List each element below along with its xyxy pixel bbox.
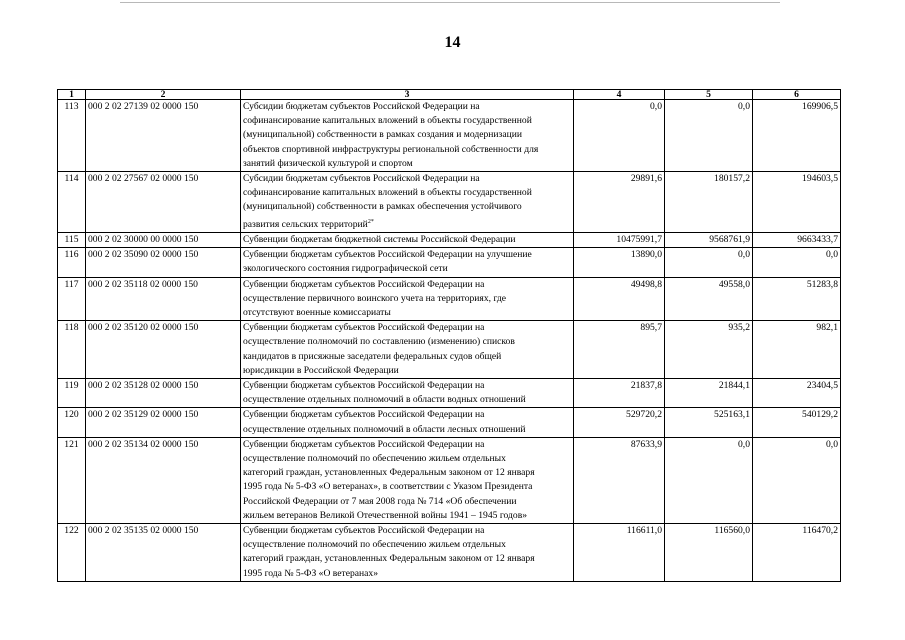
row-description [241,248,574,277]
column-header-2: 2 [86,90,241,100]
top-scan-edge [120,2,780,3]
table-row [58,233,841,248]
table-row [58,248,841,277]
description-line: жильем ветеранов Великой Отечественной войны 1941 – 1945 годов» [243,509,528,521]
row-description [241,233,574,248]
value-col-5: 9568761,9 [665,233,753,248]
row-number: 116 [58,248,86,277]
column-header-3: 3 [241,90,574,100]
table-row [58,408,841,437]
description-line: (муниципальной) собственности в рамках обеспечения устойчивого [243,201,522,213]
row-description [241,408,574,437]
value-col-6: 982,1 [753,321,841,379]
description-line: категорий граждан, установленных Федеральным законом от 12 января [243,467,535,479]
column-header-1: 1 [58,90,86,100]
description-line: осуществление отдельных полномочий в области водных отношений [243,394,526,406]
table-row [58,100,841,172]
value-col-5: 180157,2 [665,172,753,233]
description-line: Субсидии бюджетам субъектов Российской Федерации на [243,173,480,185]
value-col-6: 23404,5 [753,379,841,408]
value-col-5: 21844,1 [665,379,753,408]
table-row [58,321,841,379]
description-line: юрисдикции в Российской Федерации [243,364,399,376]
budget-code: 000 2 02 35134 02 0000 150 [86,437,241,523]
value-col-5: 0,0 [665,248,753,277]
value-col-4: 87633,9 [574,437,665,523]
description-line: Субвенции бюджетам субъектов Российской Федерации на [243,278,485,290]
value-col-6: 116470,2 [753,524,841,582]
row-description [241,172,574,233]
description-line: осуществление полномочий по обеспечению жильем отдельных [243,539,506,551]
description-line: софинансирование капитальных вложений в объекты государственной [243,115,532,127]
description-line: Субвенции бюджетам субъектов Российской Федерации на [243,525,485,537]
value-col-6: 0,0 [753,437,841,523]
description-line: софинансирование капитальных вложений в объекты государственной [243,187,532,199]
column-header-5: 5 [665,90,753,100]
value-col-5: 0,0 [665,437,753,523]
value-col-4: 29891,6 [574,172,665,233]
row-number: 121 [58,437,86,523]
value-col-4: 10475991,7 [574,233,665,248]
table-header [58,90,841,100]
footnote-mark: 2* [367,218,374,225]
budget-code: 000 2 02 35135 02 0000 150 [86,524,241,582]
budget-code: 000 2 02 27139 02 0000 150 [86,100,241,172]
page-number: 14 [444,34,461,51]
value-col-6: 194603,5 [753,172,841,233]
table-row [58,172,841,233]
value-col-6: 169906,5 [753,100,841,172]
description-line: осуществление первичного воинского учета на территориях, где [243,292,507,304]
row-number: 115 [58,233,86,248]
value-col-4: 21837,8 [574,379,665,408]
value-col-4: 895,7 [574,321,665,379]
description-line: кандидатов в присяжные заседатели федеральных судов общей [243,350,502,362]
row-description [241,321,574,379]
description-line: Субвенции бюджетам субъектов Российской Федерации на [243,409,485,421]
description-line: объектов спортивной инфраструктуры региональной собственности для [243,143,539,155]
budget-code: 000 2 02 35129 02 0000 150 [86,408,241,437]
row-number: 120 [58,408,86,437]
value-col-4: 49498,8 [574,277,665,321]
description-line: осуществление отдельных полномочий в области лесных отношений [243,423,526,435]
row-number: 118 [58,321,86,379]
value-col-5: 525163,1 [665,408,753,437]
value-col-5: 49558,0 [665,277,753,321]
description-line: осуществление полномочий по составлению (изменению) списков [243,336,515,348]
description-line: Субвенции бюджетам субъектов Российской Федерации на [243,322,485,334]
value-col-6: 540129,2 [753,408,841,437]
row-description [241,277,574,321]
value-col-4: 529720,2 [574,408,665,437]
description-line: категорий граждан, установленных Федеральным законом от 12 января [243,553,535,565]
budget-table [57,89,841,582]
table-body [58,100,841,582]
description-line: Субсидии бюджетам субъектов Российской Федерации на [243,101,480,112]
budget-code: 000 2 02 30000 00 0000 150 [86,233,241,248]
column-header-4: 4 [574,90,665,100]
description-line: осуществление полномочий по обеспечению жильем отдельных [243,453,506,465]
description-line: Российской Федерации от 7 мая 2008 года № 714 «Об обеспечении [243,495,517,507]
value-col-5: 0,0 [665,100,753,172]
description-line: Субвенции бюджетам субъектов Российской Федерации на [243,380,485,392]
value-col-4: 13890,0 [574,248,665,277]
description-line: (муниципальной) собственности в рамках создания и модернизации [243,129,522,141]
value-col-4: 116611,0 [574,524,665,582]
description-line: Субвенции бюджетам бюджетной системы Российской Федерации [243,234,516,246]
value-col-5: 116560,0 [665,524,753,582]
description-line: Субвенции бюджетам субъектов Российской Федерации на [243,438,485,450]
value-col-4: 0,0 [574,100,665,172]
budget-code: 000 2 02 35090 02 0000 150 [86,248,241,277]
description-line: отсутствуют военные комиссариаты [243,307,391,319]
budget-code: 000 2 02 35118 02 0000 150 [86,277,241,321]
row-description [241,437,574,523]
row-description [241,379,574,408]
table-row [58,379,841,408]
row-number: 122 [58,524,86,582]
value-col-5: 935,2 [665,321,753,379]
description-line: Субвенции бюджетам субъектов Российской Федерации на улучшение [243,249,532,261]
description-line: занятий физической культурой и спортом [243,157,413,169]
description-line: экологического состояния гидрографической сети [243,263,448,275]
budget-code: 000 2 02 35120 02 0000 150 [86,321,241,379]
header-row [58,90,841,100]
description-line: 1995 года № 5-ФЗ «О ветеранах» [243,567,379,579]
column-header-6: 6 [753,90,841,100]
row-number: 117 [58,277,86,321]
value-col-6: 0,0 [753,248,841,277]
budget-code: 000 2 02 27567 02 0000 150 [86,172,241,233]
value-col-6: 51283,8 [753,277,841,321]
row-description [241,100,574,172]
description-line: 1995 года № 5-ФЗ «О ветеранах», в соответствии с Указом Президента [243,481,533,493]
table-row [58,277,841,321]
table-row [58,437,841,523]
description-line: развития сельских территорий [243,218,368,230]
row-number: 119 [58,379,86,408]
row-number: 113 [58,100,86,172]
table-row [58,524,841,582]
row-number: 114 [58,172,86,233]
row-description [241,524,574,582]
value-col-6: 9663433,7 [753,233,841,248]
budget-code: 000 2 02 35128 02 0000 150 [86,379,241,408]
